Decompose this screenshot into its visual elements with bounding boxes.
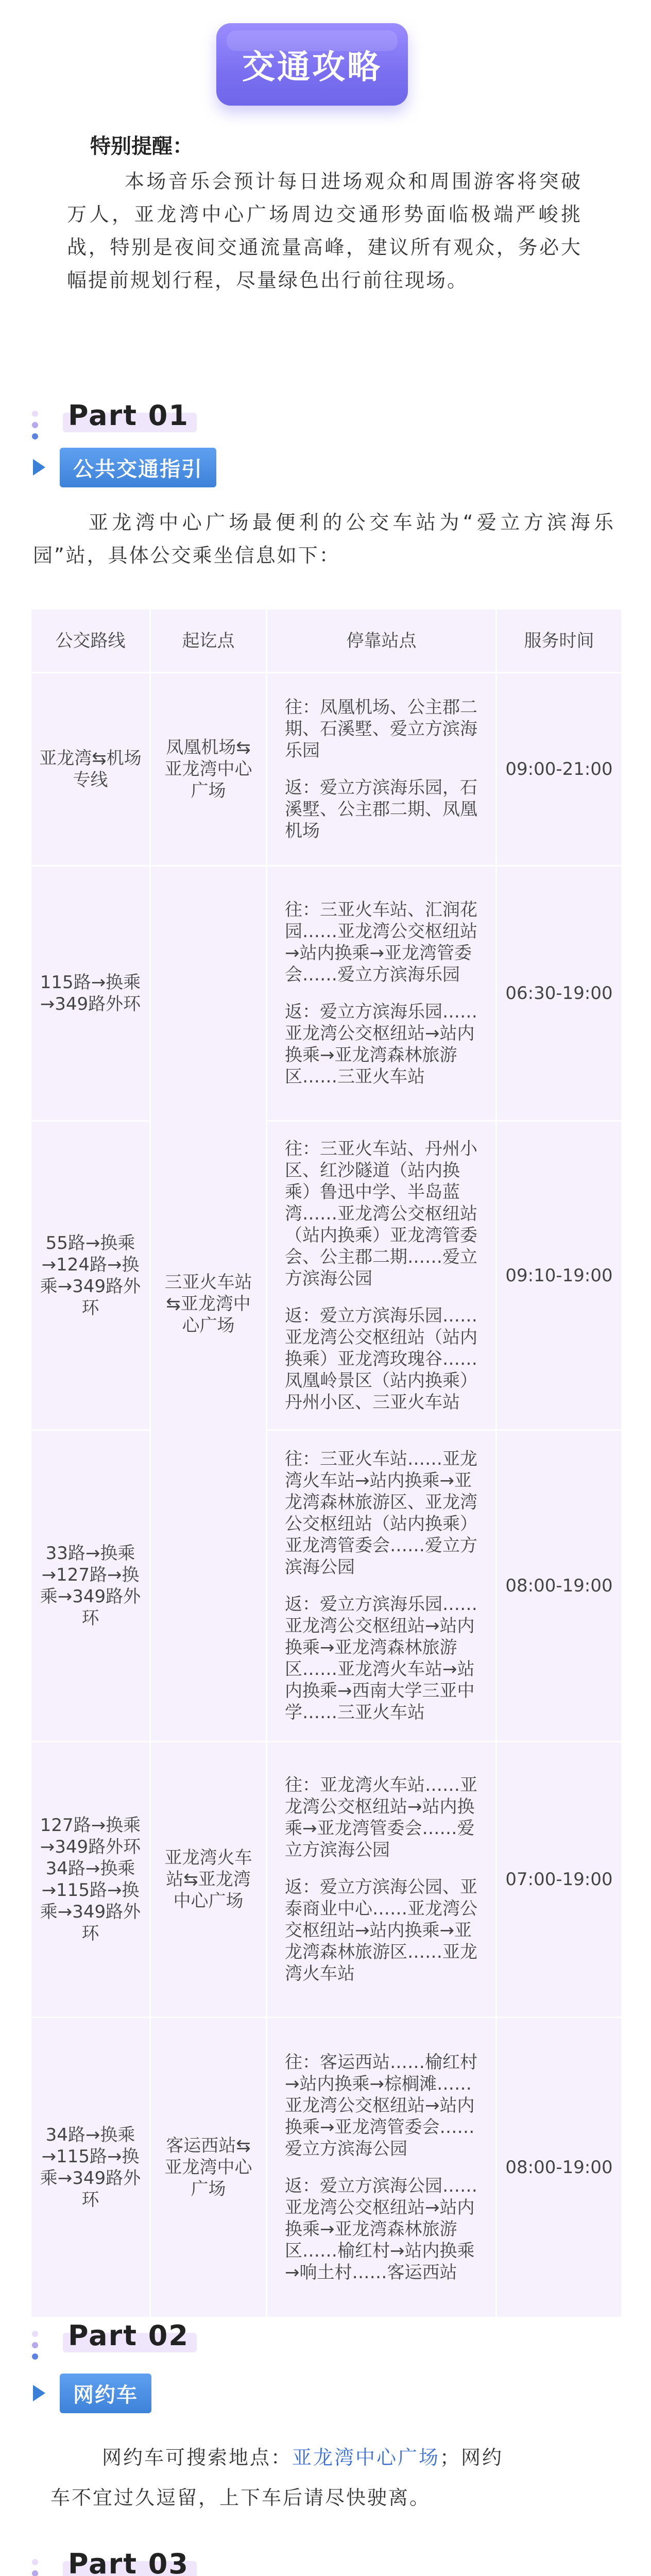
time-cell: 08:00-19:00 [496,1430,622,1742]
ride-hailing-prefix: 网约车可搜索地点： [102,2446,293,2469]
page-title: 交通攻略 [216,23,408,106]
time-cell: 07:00-19:00 [496,1742,622,2018]
section-tag-public-transit [33,449,216,485]
bus-route-table [30,608,623,2318]
stops-back: 返：爱立方滨海乐园……亚龙湾公交枢纽站→站内换乘→亚龙湾森林旅游区……亚龙湾火车站→站内换乘→西南大学三亚中学……三亚火车站 [285,1594,477,1723]
ride-hailing-suffix: ；网约 [440,2446,504,2469]
stops-cell [267,1121,496,1430]
stops-go: 往：客运西站……榆红村→站内换乘→棕榈滩……亚龙湾公交枢纽站→站内换乘→亚龙湾管委会……爱立方滨海公园 [285,2052,477,2159]
header-time: 服务时间 [496,609,622,673]
stops-back: 返：爱立方滨海乐园，石溪墅、公主郡二期、凤凰机场 [285,777,477,841]
stops-go: 往：三亚火车站……亚龙湾火车站→站内换乘→亚龙湾森林旅游区、亚龙湾公交枢纽站（站内换乘）亚龙湾管委会……爱立方滨海公园 [285,1449,477,1578]
time-cell: 09:00-21:00 [496,673,622,866]
ride-hailing-text [50,2441,612,2514]
time-cell: 08:00-19:00 [496,2018,622,2318]
reminder-text: 本场音乐会预计每日进场观众和周围游客将突破万人，亚龙湾中心广场周边交通形势面临极端严峻挑战，特别是夜间交通流量高峰，建议所有观众，务必大幅提前规划行程，尽量绿色出行前往现场。 [67,170,582,292]
stops-back: 返：爱立方滨海公园、亚泰商业中心……亚龙湾公交枢纽站→站内换乘→亚龙湾森林旅游区……亚龙湾火车站 [285,1877,477,1984]
table-row [31,1430,622,1742]
stops-cell [267,1430,496,1742]
table-row [31,673,622,866]
stops-go: 往：凤凰机场、公主郡二期、石溪墅、爱立方滨海乐园 [285,697,477,761]
part-01-header [30,399,236,440]
endpoints-cell: 亚龙湾火车站⇆亚龙湾中心广场 [150,1742,267,2018]
header-stops: 停靠站点 [267,609,496,673]
stops-back: 返：爱立方滨海乐园……亚龙湾公交枢纽站→站内换乘→亚龙湾森林旅游区……三亚火车站 [285,1002,477,1087]
stops-go: 往：三亚火车站、汇润花园……亚龙湾公交枢纽站→站内换乘→亚龙湾管委会……爱立方滨海乐园 [285,900,477,985]
table-row [31,866,622,1121]
part-01-title: Part 01 [68,399,189,432]
reminder-label: 特别提醒： [90,134,193,158]
triangle-arrow-icon [33,459,45,476]
route-cell: 127路→换乘→349路外环34路→换乘→115路→换乘→349路外环 [31,1742,150,2018]
ride-hailing-tag: 网约车 [60,2374,151,2413]
header-endpoints: 起讫点 [150,609,267,673]
ride-hailing-line2: 车不宜过久逗留，上下车后请尽快驶离。 [50,2486,431,2509]
stops-back: 返：爱立方滨海乐园……亚龙湾公交枢纽站（站内换乘）亚龙湾玫瑰谷……凤凰岭景区（站内换乘）丹州小区、三亚火车站 [285,1305,477,1413]
route-cell: 亚龙湾⇆机场专线 [31,673,150,866]
route-cell: 33路→换乘→127路→换乘→349路外环 [31,1430,150,1742]
dots-icon [30,2559,40,2576]
table-row [31,2018,622,2318]
route-cell: 34路→换乘→115路→换乘→349路外环 [31,2018,150,2318]
dots-icon [30,411,40,442]
part-03-header [30,2548,236,2576]
time-cell: 09:10-19:00 [496,1121,622,1430]
endpoints-cell: 客运西站⇆亚龙湾中心广场 [150,2018,267,2318]
stops-go: 往：三亚火车站、丹州小区、红沙隧道（站内换乘）鲁迅中学、半岛蓝湾……亚龙湾公交枢纽站（站内换乘）亚龙湾管委会、公主郡二期……爱立方滨海公园 [285,1138,477,1289]
route-cell: 115路→换乘→349路外环 [31,866,150,1121]
table-header-row [31,609,622,673]
stops-cell [267,673,496,866]
dots-icon [30,2331,40,2362]
table-row [31,1742,622,2018]
endpoints-cell: 三亚火车站⇆亚龙湾中心广场 [150,866,267,1742]
stops-cell [267,866,496,1121]
route-cell: 55路→换乘→124路→换乘→349路外环 [31,1121,150,1430]
section-tag-ride-hailing [33,2375,151,2411]
part-03-title: Part 03 [68,2548,189,2576]
part-02-header [30,2319,236,2361]
stops-cell [267,2018,496,2318]
triangle-arrow-icon [33,2385,45,2401]
part-02-title: Part 02 [68,2319,189,2352]
ride-hailing-location: 亚龙湾中心广场 [292,2446,440,2469]
stops-go: 往：亚龙湾火车站……亚龙湾公交枢纽站→站内换乘→亚龙湾管委会……爱立方滨海公园 [285,1775,477,1860]
transit-intro: 亚龙湾中心广场最便利的公交车站为“爱立方滨海乐园”站，具体公交乘坐信息如下： [33,511,615,567]
table-row [31,1121,622,1430]
public-transit-tag: 公共交通指引 [60,448,216,487]
stops-cell [267,1742,496,2018]
time-cell: 06:30-19:00 [496,866,622,1121]
header-route: 公交路线 [31,609,150,673]
endpoints-cell: 凤凰机场⇆亚龙湾中心广场 [150,673,267,866]
stops-back: 返：爱立方滨海公园……亚龙湾公交枢纽站→站内换乘→亚龙湾森林旅游区……榆红村→站内换乘→响土村……客运西站 [285,2176,477,2283]
